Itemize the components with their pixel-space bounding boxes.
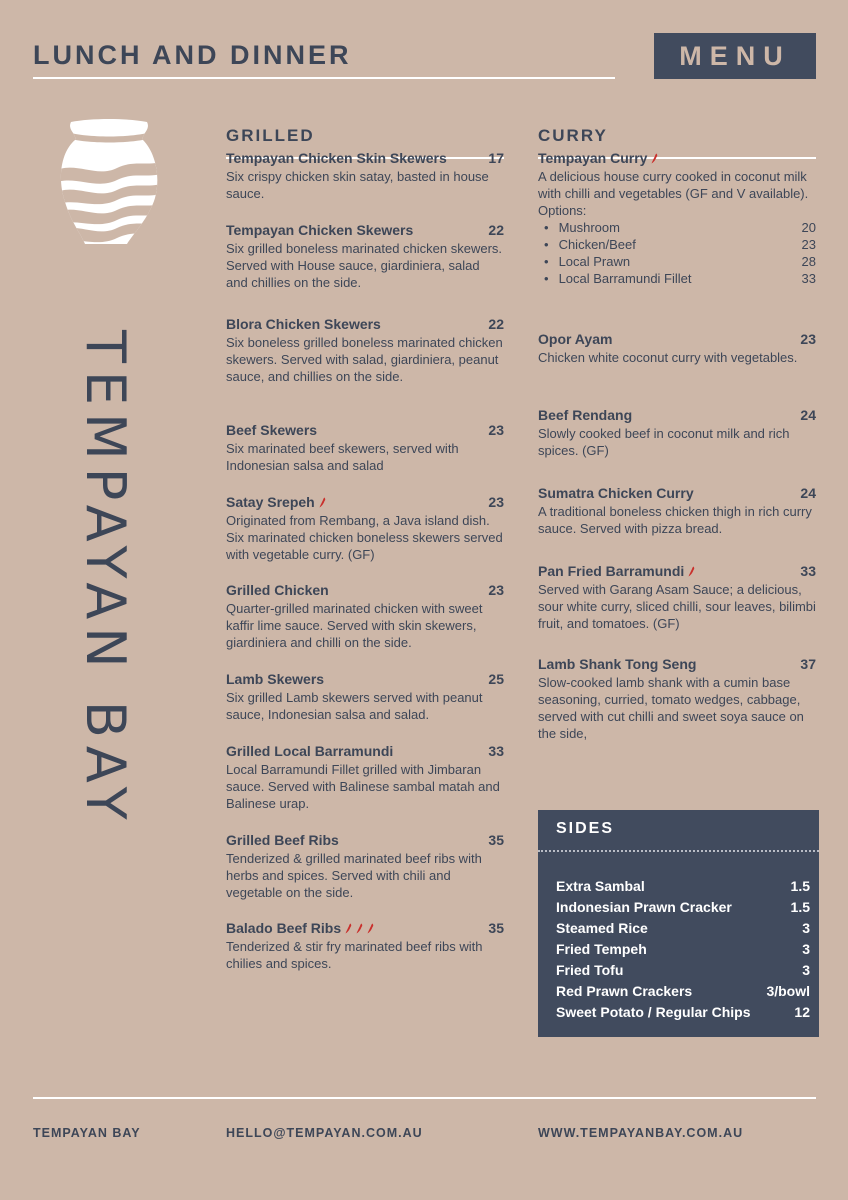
menu-item-name-text: Tempayan Chicken Skin Skewers	[226, 150, 447, 166]
side-item	[556, 981, 810, 1002]
menu-item-price: 17	[488, 150, 504, 166]
menu-item-price: 24	[800, 407, 816, 423]
menu-item-description: Quarter-grilled marinated chicken with sweet kaffir lime sauce. Served with skin skewers, giardiniera and chilli on the side.	[226, 601, 483, 650]
menu-item-name	[538, 150, 658, 166]
option-name: • Mushroom	[544, 219, 620, 236]
option-row	[538, 253, 816, 270]
chili-icon	[367, 923, 374, 934]
side-item	[556, 876, 810, 897]
menu-item	[226, 222, 504, 291]
chili-icon	[319, 497, 326, 508]
chili-icon	[651, 153, 658, 164]
footer-website-link[interactable]: WWW.TEMPAYANBAY.COM.AU	[538, 1126, 744, 1140]
menu-item-price: 23	[488, 582, 504, 598]
menu-badge: MENU	[654, 33, 816, 79]
jar-logo-icon	[57, 118, 161, 244]
menu-item-name	[226, 582, 329, 598]
menu-item	[226, 582, 504, 651]
menu-item-header	[538, 331, 816, 347]
option-name: • Local Barramundi Fillet	[544, 270, 692, 287]
curry-section	[538, 126, 816, 741]
option-price: 23	[801, 237, 816, 252]
sides-dotted-divider	[538, 850, 819, 852]
option-price: 20	[801, 220, 816, 235]
menu-item	[538, 485, 816, 537]
grilled-section	[226, 126, 504, 971]
menu-item	[226, 920, 504, 972]
options-label: Options:	[538, 203, 587, 218]
menu-item	[226, 494, 504, 563]
menu-item-name-text: Tempayan Chicken Skewers	[226, 222, 414, 238]
menu-item-price: 35	[488, 832, 504, 848]
menu-item	[538, 407, 816, 459]
option-row	[538, 270, 816, 287]
side-item-price: 3	[802, 920, 810, 936]
chili-icon	[688, 566, 695, 577]
menu-item-name	[226, 422, 317, 438]
side-item	[556, 1002, 810, 1023]
menu-item-header	[226, 494, 504, 510]
menu-item-name	[226, 316, 381, 332]
menu-item-price: 35	[488, 920, 504, 936]
menu-item-name-text: Opor Ayam	[538, 331, 613, 347]
menu-item-name-text: Tempayan Curry	[538, 150, 648, 166]
sides-list	[556, 876, 810, 1023]
brand-name-vertical: TEMPAYAN BAY	[74, 330, 137, 828]
menu-item-name-text: Lamb Shank Tong Seng	[538, 656, 697, 672]
side-item-name: Steamed Rice	[556, 920, 648, 936]
menu-item-price: 33	[488, 743, 504, 759]
menu-item-name	[538, 407, 632, 423]
side-item	[556, 897, 810, 918]
menu-item	[538, 150, 816, 287]
menu-item-description: Tenderized & grilled marinated beef ribs with herbs and spices. Served with chili and vegetable on the side.	[226, 851, 482, 900]
menu-item	[226, 671, 504, 723]
menu-item-name-text: Lamb Skewers	[226, 671, 325, 687]
menu-item-name	[226, 920, 374, 936]
menu-item	[226, 422, 504, 474]
section-title-sides: SIDES	[556, 820, 615, 837]
menu-item-price: 33	[800, 563, 816, 579]
menu-item-header	[538, 150, 816, 166]
menu-item-name	[226, 222, 413, 238]
footer-divider	[33, 1097, 816, 1099]
menu-item-name-text: Blora Chicken Skewers	[226, 316, 381, 332]
menu-item-price: 37	[800, 656, 816, 672]
menu-item-price: 23	[488, 422, 504, 438]
side-item	[556, 939, 810, 960]
menu-item-description: Originated from Rembang, a Java island dish. Six marinated chicken boneless skewers served with vegetable curry. (GF)	[226, 513, 503, 562]
menu-item-description: Six grilled Lamb skewers served with peanut sauce, Indonesian salsa and salad.	[226, 690, 483, 722]
menu-item-header	[538, 485, 816, 501]
section-title-grilled: GRILLED	[226, 126, 315, 145]
menu-item-description: Six boneless grilled boneless marinated chicken skewers. Served with salad, giardiniera, peanut sauce, and chillies on the side.	[226, 335, 503, 384]
menu-item-description: A delicious house curry cooked in coconut milk with chilli and vegetables (GF and V available).	[538, 169, 809, 201]
menu-item	[538, 563, 816, 632]
option-price: 33	[801, 271, 816, 286]
menu-item-description: Six grilled boneless marinated chicken skewers. Served with House sauce, giardiniera, salad and chillies on the side.	[226, 241, 503, 290]
menu-item-name	[538, 485, 694, 501]
menu-item-price: 24	[800, 485, 816, 501]
section-title-curry: CURRY	[538, 126, 608, 145]
menu-item	[226, 150, 504, 202]
side-item-name: Indonesian Prawn Cracker	[556, 899, 732, 915]
side-item-price: 1.5	[790, 878, 810, 894]
menu-item-description: Tenderized & stir fry marinated beef ribs with chilies and spices.	[226, 939, 483, 971]
menu-item-price: 22	[488, 222, 504, 238]
side-item-name: Fried Tofu	[556, 962, 624, 978]
side-item	[556, 960, 810, 981]
side-item-price: 12	[794, 1004, 810, 1020]
menu-item-name	[226, 743, 393, 759]
footer-email-link[interactable]: HELLO@TEMPAYAN.COM.AU	[226, 1126, 423, 1140]
menu-item	[226, 743, 504, 812]
chili-icon	[356, 923, 363, 934]
option-price: 28	[801, 254, 816, 269]
footer-brand: TEMPAYAN BAY	[33, 1126, 141, 1140]
menu-item	[538, 656, 816, 742]
menu-item-header	[226, 316, 504, 332]
menu-item-header	[226, 671, 504, 687]
menu-item-name	[538, 656, 696, 672]
menu-item-description: Local Barramundi Fillet grilled with Jimbaran sauce. Served with Balinese sambal matah and Balinese urap.	[226, 762, 500, 811]
menu-item-header	[226, 920, 504, 936]
menu-item-name-text: Sumatra Chicken Curry	[538, 485, 694, 501]
menu-item-description: Slow-cooked lamb shank with a cumin base seasoning, curried, tomato wedges, cabbage, served with cut chilli and sweet soya sauce on the side,	[538, 675, 804, 741]
option-name: • Chicken/Beef	[544, 236, 636, 253]
menu-item-name	[538, 563, 695, 579]
side-item-name: Red Prawn Crackers	[556, 983, 693, 999]
menu-item-price: 23	[488, 494, 504, 510]
menu-item-description: Chicken white coconut curry with vegetables.	[538, 350, 798, 365]
menu-item-description: Served with Garang Asam Sauce; a delicious, sour white curry, sliced chilli, sour leaves, bilimbi fruit, and tomatoes. (GF)	[538, 582, 816, 631]
menu-item-header	[226, 582, 504, 598]
menu-item-header	[226, 222, 504, 238]
chili-icon	[345, 923, 352, 934]
menu-item-name-text: Satay Srepeh	[226, 494, 315, 510]
side-item-price: 3/bowl	[766, 983, 810, 999]
menu-item	[226, 832, 504, 901]
menu-item-name-text: Beef Rendang	[538, 407, 633, 423]
side-item-name: Fried Tempeh	[556, 941, 647, 957]
title-divider	[33, 77, 615, 79]
menu-item-header	[226, 832, 504, 848]
menu-item-header	[226, 422, 504, 438]
menu-item-price: 23	[800, 331, 816, 347]
side-item-price: 3	[802, 962, 810, 978]
option-row	[538, 236, 816, 253]
menu-item-description: Six marinated beef skewers, served with Indonesian salsa and salad	[226, 441, 459, 473]
menu-item-header	[226, 743, 504, 759]
menu-item-price: 25	[488, 671, 504, 687]
menu-item-price: 22	[488, 316, 504, 332]
option-name: • Local Prawn	[544, 253, 630, 270]
side-item	[556, 918, 810, 939]
menu-item-name	[226, 494, 326, 510]
menu-item-name-text: Grilled Local Barramundi	[226, 743, 394, 759]
menu-item-name-text: Grilled Chicken	[226, 582, 329, 598]
menu-item-header	[538, 656, 816, 672]
menu-item-header	[538, 407, 816, 423]
side-item-name: Extra Sambal	[556, 878, 645, 894]
side-item-name: Sweet Potato / Regular Chips	[556, 1004, 751, 1020]
menu-item	[538, 331, 816, 366]
menu-item-name	[538, 331, 612, 347]
menu-item-name-text: Balado Beef Ribs	[226, 920, 342, 936]
sides-panel	[538, 810, 819, 1037]
option-row	[538, 219, 816, 236]
menu-item-name	[226, 150, 447, 166]
menu-item-name	[226, 832, 339, 848]
menu-item-name	[226, 671, 324, 687]
menu-item-name-text: Beef Skewers	[226, 422, 318, 438]
menu-item-description: Slowly cooked beef in coconut milk and rich spices. (GF)	[538, 426, 790, 458]
side-item-price: 3	[802, 941, 810, 957]
side-item-price: 1.5	[790, 899, 810, 915]
menu-item	[226, 316, 504, 385]
menu-item-header	[226, 150, 504, 166]
menu-item-description: A traditional boneless chicken thigh in rich curry sauce. Served with pizza bread.	[538, 504, 812, 536]
menu-item-name-text: Pan Fried Barramundi	[538, 563, 685, 579]
menu-item-name-text: Grilled Beef Ribs	[226, 832, 339, 848]
page-title: LUNCH AND DINNER	[33, 40, 352, 70]
menu-item-header	[538, 563, 816, 579]
menu-item-description: Six crispy chicken skin satay, basted in house sauce.	[226, 169, 489, 201]
options-list	[538, 219, 816, 287]
